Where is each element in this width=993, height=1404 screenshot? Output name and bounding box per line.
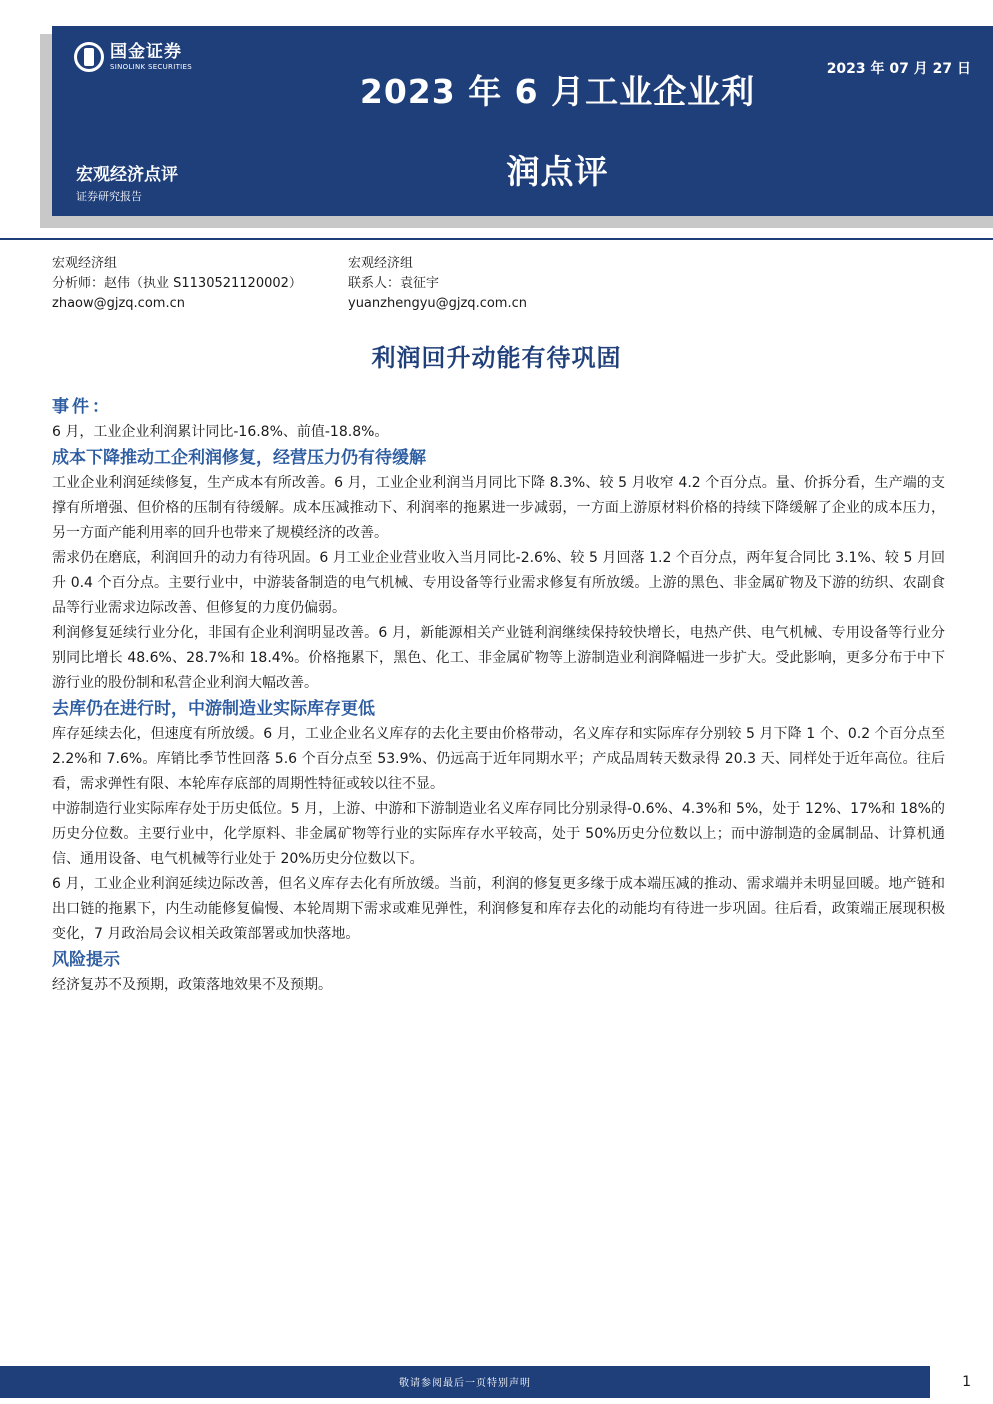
author-block-1 <box>52 254 302 314</box>
author-role: 分析师：赵伟（执业 S1130521120002） <box>52 276 302 291</box>
section-heading-cost: 成本下降推动工企利润修复，经营压力仍有待缓解 <box>52 448 426 468</box>
page-title-line2: 润点评 <box>506 152 609 191</box>
author-role: 联系人：袁征宇 <box>348 276 440 291</box>
logo-name-cn: 国金证券 <box>110 41 182 62</box>
paragraph: 利润修复延续行业分化，非国有企业利润明显改善。6 月，新能源相关产业链利润继续保持较快增长，电热产供、电气机械、专用设备等行业分别同比增长 48.6%、28.7%和 18.4%。价格拖累下，黑色、化工、非金属矿物等上游制造业利润降幅进一步扩大。受此影响，更多分布于中下游行业的股份制和私营企业利润大幅改善。 <box>52 625 945 691</box>
paragraph: 6 月，工业企业利润延续边际改善，但名义库存去化有所放缓。当前，利润的修复更多缘于成本端压减的推动、需求端并未明显回暖。地产链和出口链的拖累下，内生动能修复偏慢、本轮周期下需求或难见弹性，利润修复和库存去化的动能均有待进一步巩固。往后看，政策端正展现积极变化，7 月政治局会议相关政策部署或加快落地。 <box>52 876 945 942</box>
paragraph: 需求仍在磨底，利润回升的动力有待巩固。6 月工业企业营业收入当月同比-2.6%、较 5 月回落 1.2 个百分点，两年复合同比 3.1%、较 5 月回升 0.4 个百分点。主要行业中，中游装备制造的电气机械、专用设备等行业需求修复有所放缓。上游的黑色、非金属矿物及下游的纺织、农副食品等行业需求边际改善、但修复的力度仍偏弱。 <box>52 550 945 616</box>
report-title: 利润回升动能有待巩固 <box>371 344 622 372</box>
report-type: 证券研究报告 <box>76 190 142 203</box>
author-email: yuanzhengyu@gjzq.com.cn <box>348 296 527 311</box>
author-block-2 <box>348 254 527 314</box>
report-body <box>52 394 945 998</box>
event-paragraph: 6 月，工业企业利润累计同比-16.8%、前值-18.8%。 <box>52 424 389 440</box>
paragraph: 中游制造行业实际库存处于历史低位。5 月，上游、中游和下游制造业名义库存同比分别录得-0.6%、4.3%和 5%，处于 12%、17%和 18%的历史分位数。主要行业中，化学原料、非金属矿物等行业的实际库存水平较高，处于 50%历史分位数以上；而中游制造的金属制品、计算机通信、通用设备、电气机械等行业处于 20%历史分位数以下。 <box>52 801 945 867</box>
header-divider <box>0 238 993 240</box>
footer-notice: 敬请参阅最后一页特别声明 <box>399 1378 531 1389</box>
author-group: 宏观经济组 <box>52 256 118 271</box>
section-heading-inventory: 去库仍在进行时，中游制造业实际库存更低 <box>52 699 375 719</box>
logo-name-en: SINOLINK SECURITIES <box>110 62 192 71</box>
page-number: 1 <box>962 1374 971 1390</box>
report-category: 宏观经济点评 <box>76 165 178 185</box>
event-heading: 事件： <box>52 397 112 417</box>
author-group: 宏观经济组 <box>348 256 414 271</box>
paragraph: 库存延续去化，但速度有所放缓。6 月，工业企业名义库存的去化主要由价格带动，名义库存和实际库存分别较 5 月下降 1 个、0.2 个百分点至 2.2%和 7.6%。库销比季节性回落 5.6 个百分点至 53.9%、仍远高于近年同期水平；产成品周转天数录得 20.3 天、同样处于近年高位。往后看，需求弹性有限、本轮库存底部的周期性特征或较以往不显。 <box>52 726 945 792</box>
author-email: zhaow@gjzq.com.cn <box>52 296 185 311</box>
risk-paragraph: 经济复苏不及预期，政策落地效果不及预期。 <box>52 977 332 993</box>
report-date: 2023 年 07 月 27 日 <box>826 61 971 77</box>
paragraph: 工业企业利润延续修复，生产成本有所改善。6 月，工业企业利润当月同比下降 8.3%、较 5 月收窄 4.2 个百分点。量、价拆分看，生产端的支撑有所增强、但价格的压制有待缓解。成本压减推动下、利润率的拖累进一步减弱，一方面上游原材料价格的持续下降缓解了企业的成本压力，另一方面产能利用率的回升也带来了规模经济的改善。 <box>52 475 945 541</box>
section-heading-risk: 风险提示 <box>52 950 120 970</box>
page-title-line1: 2023 年 6 月工业企业利 <box>359 72 756 111</box>
